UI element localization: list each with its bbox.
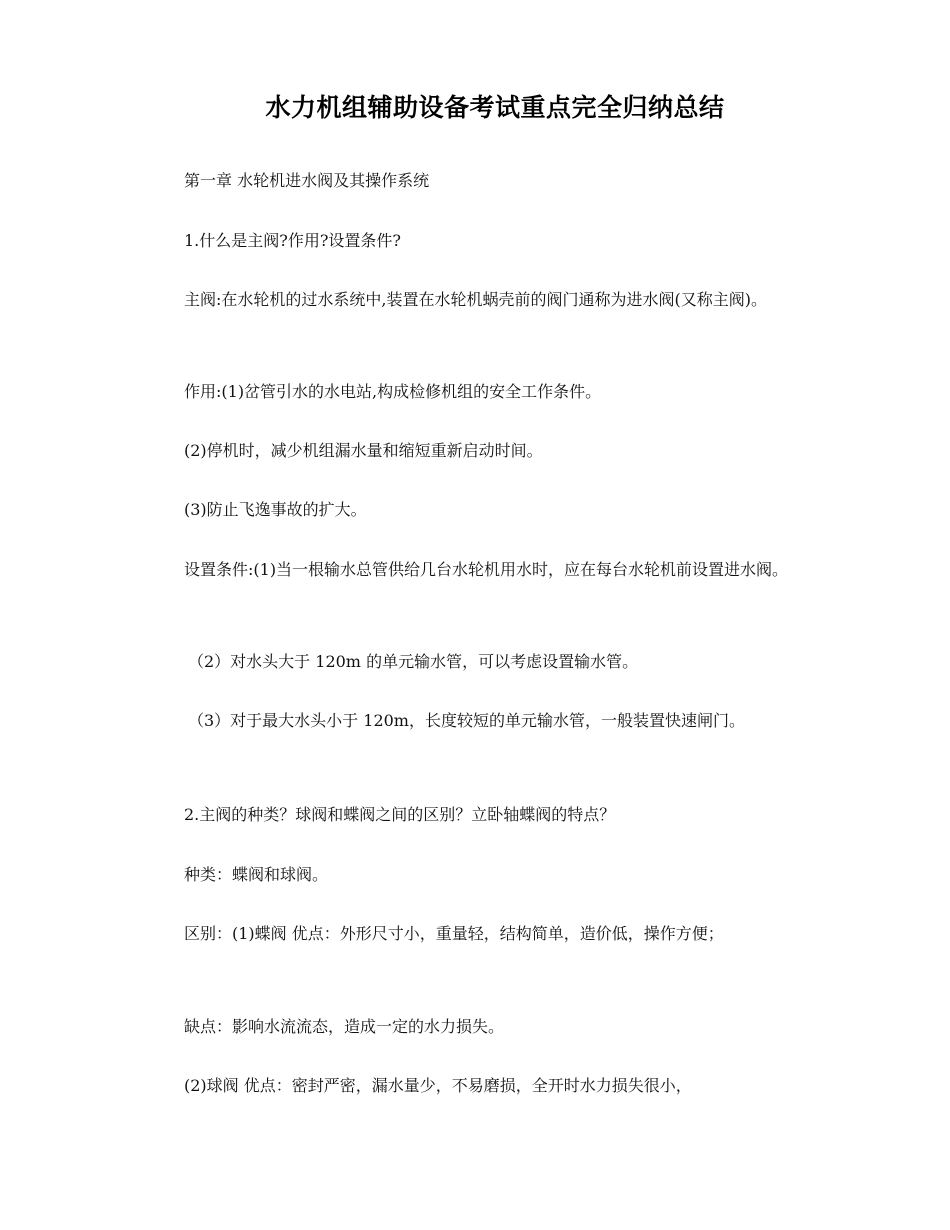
paragraph-function-2: (2)停机时，减少机组漏水量和缩短重新启动时间。	[184, 441, 543, 460]
document-title: 水力机组辅助设备考试重点完全归纳总结	[265, 93, 725, 122]
paragraph-valve-types: 种类：蝶阀和球阀。	[184, 865, 329, 884]
paragraph-function-1: 作用:(1)岔管引水的水电站,构成检修机组的安全工作条件。	[184, 382, 602, 401]
paragraph-setting-condition-3: （3）对于最大水头小于 120m，长度较短的单元输水管，一般装置快速闸门。	[188, 711, 745, 730]
paragraph-question-1: 1.什么是主阀?作用?设置条件?	[184, 231, 402, 250]
paragraph-function-3: (3)防止飞逸事故的扩大。	[184, 500, 367, 519]
paragraph-question-2: 2.主阀的种类？球阀和蝶阀之间的区别？立卧轴蝶阀的特点？	[184, 805, 616, 824]
paragraph-setting-condition-2: （2）对水头大于 120m 的单元输水管，可以考虑设置输水管。	[188, 652, 639, 671]
paragraph-chapter-heading: 第一章 水轮机进水阀及其操作系统	[184, 171, 430, 190]
paragraph-setting-condition-1: 设置条件:(1)当一根输水总管供给几台水轮机用水时，应在每台水轮机前设置进水阀。	[184, 560, 789, 579]
paragraph-difference-butterfly: 区别：(1)蝶阀 优点：外形尺寸小，重量轻，结构简单，造价低，操作方便；	[184, 924, 724, 943]
paragraph-main-valve-definition: 主阀:在水轮机的过水系统中,装置在水轮机蜗壳前的阀门通称为进水阀(又称主阀)。	[184, 290, 767, 309]
paragraph-ball-valve: (2)球阀 优点：密封严密，漏水量少，不易磨损，全开时水力损失很小，	[184, 1076, 692, 1095]
paragraph-butterfly-disadvantage: 缺点：影响水流流态，造成一定的水力损失。	[184, 1017, 505, 1036]
